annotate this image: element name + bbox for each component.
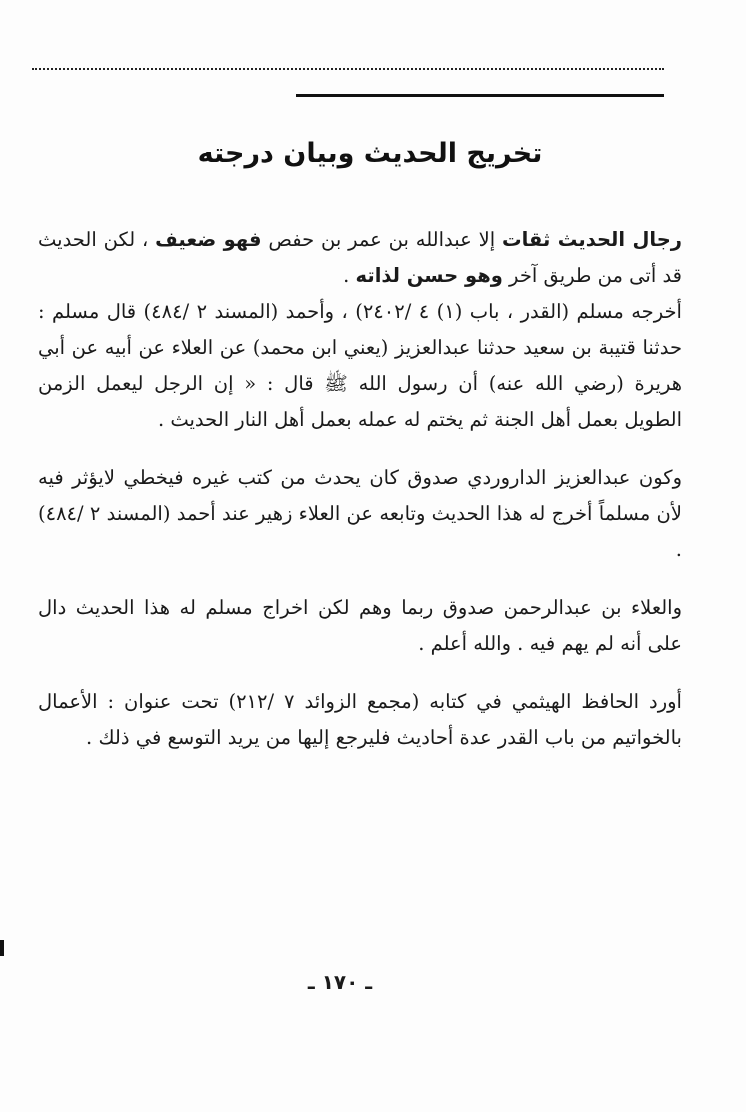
page-number: ـ ١٧٠ ـ bbox=[307, 970, 373, 994]
text-run: ، لكن الحديث قد أتى من طريق آخر bbox=[38, 228, 682, 287]
text-run: . bbox=[343, 264, 356, 287]
paragraph-darawardi: وكون عبدالعزيز الداروردي صدوق كان يحدث من كتب غيره فيخطي لايؤثر فيه لأن مسلماً أخرج له هذا الحديث وتابعه عن العلاء زهير عند أحمد (المسند ٢ /٤٨٤) . bbox=[38, 466, 682, 561]
body-text bbox=[38, 222, 682, 756]
bold-phrase: وهو حسن لذاته bbox=[355, 264, 503, 287]
solid-divider bbox=[296, 94, 664, 97]
bold-phrase: رجال الحديث ثقات bbox=[502, 228, 682, 251]
paragraph-alaa: والعلاء بن عبدالرحمن صدوق ربما وهم لكن اخراج مسلم له هذا الحديث دال على أنه لم يهم فيه . والله أعلم . bbox=[38, 596, 682, 655]
dotted-divider bbox=[32, 68, 664, 70]
section-title: تخريج الحديث وبيان درجته bbox=[197, 138, 543, 169]
scan-edge-mark bbox=[0, 940, 4, 956]
paragraph-haythami: أورد الحافظ الهيثمي في كتابه (مجمع الزوائد ٧ /٢١٢) تحت عنوان : الأعمال بالخواتيم من باب القدر عدة أحاديث فليرجع إليها من يريد التوسع في ذلك . bbox=[38, 690, 682, 749]
bold-phrase: فهو ضعيف bbox=[155, 228, 262, 251]
text-run: إلا عبدالله بن عمر بن حفص bbox=[261, 228, 503, 251]
paragraph-narrators bbox=[38, 222, 682, 294]
paragraph-sources: أخرجه مسلم (القدر ، باب (١) ٤ /٢٤٠٢) ، وأحمد (المسند ٢ /٤٨٤) قال مسلم : حدثنا قتيبة بن سعيد حدثنا عبدالعزيز (يعني ابن محمد) عن العلاء عن أبيه عن أبي هريرة (رضي الله عنه) أن رسول الله ﷺ قال : « إن الرجل ليعمل الزمن الطويل بعمل أهل الجنة ثم يختم له عمله بعمل أهل النار الحديث . bbox=[38, 300, 682, 431]
